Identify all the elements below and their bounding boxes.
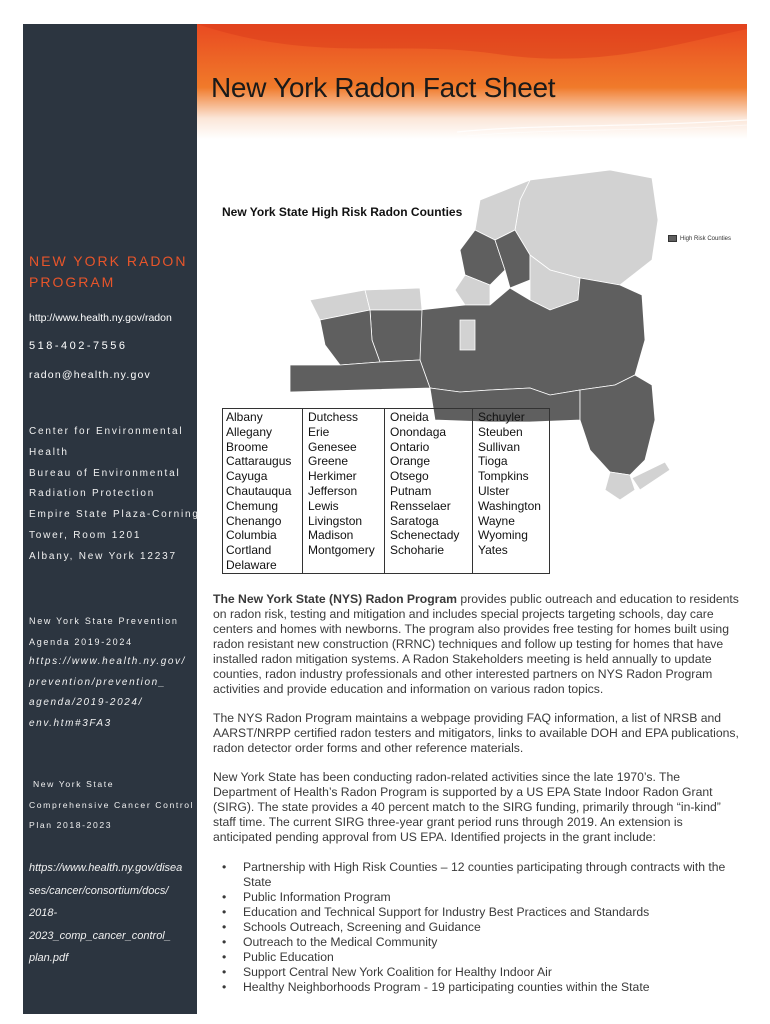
list-item — [222, 905, 747, 920]
county-name: Jefferson — [308, 483, 358, 498]
county-name: Livingston — [308, 513, 363, 528]
address-line: Empire State Plaza-Corning — [29, 509, 200, 521]
map-caption: New York State High Risk Radon Counties — [222, 205, 463, 219]
county-name: Dutchess — [308, 410, 359, 424]
map-region-orleans — [365, 288, 422, 310]
county-name: Schoharie — [390, 543, 445, 558]
program-address — [29, 422, 199, 568]
county-name: Ulster — [478, 483, 510, 498]
list-item — [222, 950, 747, 965]
county-name: Lewis — [308, 498, 339, 513]
table-divider — [384, 409, 385, 573]
list-item-text: Outreach to the Medical Community — [243, 935, 438, 949]
cancer-plan-link-line[interactable]: 2018- — [29, 907, 58, 919]
list-item — [222, 980, 747, 995]
county-name: Chenango — [226, 513, 282, 528]
county-name: Schuyler — [478, 410, 525, 424]
cancer-plan-link-line[interactable]: plan.pdf — [29, 952, 69, 964]
county-name: Onondaga — [390, 424, 447, 439]
county-name: Wayne — [478, 513, 515, 528]
county-name: Broome — [226, 439, 269, 454]
table-divider — [472, 409, 473, 573]
prevention-label: New York State Prevention — [29, 616, 179, 626]
cancer-plan-label: New York State — [33, 779, 115, 789]
county-name: Sullivan — [478, 439, 521, 454]
list-item-text: Healthy Neighborhoods Program - 19 participating counties within the State — [243, 980, 650, 994]
address-line: Tower, Room 1201 — [29, 529, 142, 541]
prevention-link[interactable]: prevention/prevention_ — [29, 676, 166, 688]
list-item — [222, 890, 747, 905]
bullet-icon: • — [222, 860, 227, 874]
county-name: Oneida — [390, 410, 429, 424]
cancer-plan-link-line[interactable]: 2023_comp_cancer_control_ — [29, 929, 171, 942]
county-name: Cattaraugus — [226, 454, 292, 469]
county-name: Tioga — [478, 454, 508, 469]
prevention-link[interactable]: https://www.health.ny.gov/ — [29, 656, 187, 668]
prevention-agenda — [29, 611, 199, 735]
map-region-hudson — [580, 375, 655, 475]
address-line: Albany, New York 12237 — [29, 550, 177, 562]
grant-paragraph: New York State has been conducting radon-related activities since the late 1970’s. The Department of Health’s Radon Program is supported by a US EPA State Indoor Radon Grant (SIRG). The state provides a 40 percent match to the SIRG funding, primarily through “in-kind” staff time. The current SIRG three-year grant period runs through 2019. An extension is anticipated pending approval from US EPA. Identified projects in the grant include: — [213, 770, 721, 844]
map-region-finger-lakes-light — [460, 320, 475, 350]
cancer-plan-label: Comprehensive Cancer Control — [29, 799, 195, 810]
program-email-link[interactable]: radon@health.ny.gov — [29, 369, 151, 381]
county-name: Yates — [478, 543, 508, 558]
address-line: Bureau of Environmental — [29, 467, 181, 479]
prevention-link[interactable]: agenda/2019-2024/ — [29, 697, 143, 709]
county-name: Tompkins — [478, 469, 529, 484]
county-name: Columbia — [226, 528, 277, 543]
program-title: NEW YORK RADON PROGRAM — [29, 253, 188, 290]
cancer-plan-label: Plan 2018-2023 — [29, 820, 113, 831]
bullet-icon: • — [222, 905, 227, 919]
bullet-icon: • — [222, 965, 227, 979]
program-website-link[interactable]: http://www.health.ny.gov/radon — [29, 312, 172, 324]
bullet-icon: • — [222, 890, 227, 904]
county-name: Chautauqua — [226, 483, 292, 498]
county-column — [478, 410, 541, 558]
county-name: Washington — [478, 498, 541, 513]
map-region-southern-tier-west — [290, 360, 430, 392]
cancer-plan-link[interactable] — [29, 857, 199, 970]
county-name: Steuben — [478, 424, 523, 439]
county-name: Delaware — [226, 557, 277, 572]
list-item — [222, 935, 747, 950]
county-name: Allegany — [226, 424, 273, 439]
map-region-nyc — [605, 472, 635, 500]
high-risk-county-table — [222, 408, 550, 574]
county-name: Ontario — [390, 439, 430, 454]
address-line: Health — [29, 446, 69, 458]
list-item-text: Public Education — [243, 950, 334, 964]
webpage-paragraph: The NYS Radon Program maintains a webpage providing FAQ information, a list of NRSB and AARST/NRPP certified radon testers and mitigators, links to available DOH and EPA publications, radon detector order forms and other reference materials. — [213, 711, 739, 755]
county-name: Rensselaer — [390, 498, 451, 513]
program-phone: 518-402-7556 — [29, 340, 128, 352]
sidebar — [23, 24, 200, 1014]
list-item-text: Partnership with High Risk Counties – 12 counties participating through contracts with the State — [243, 860, 726, 889]
county-column — [226, 410, 291, 573]
grant-projects-list — [222, 860, 747, 995]
list-item-text: Education and Technical Support for Industry Best Practices and Standards — [243, 905, 650, 919]
bullet-icon: • — [222, 935, 227, 949]
program-overview-lead: The New York State (NYS) Radon Program — [213, 592, 458, 606]
cancer-plan-link-line[interactable]: https://www.health.ny.gov/disea — [29, 862, 183, 874]
bullet-icon: • — [222, 950, 227, 964]
map-legend — [668, 235, 731, 242]
cancer-plan — [29, 774, 199, 836]
program-overview-text: provides public outreach and education to residents on radon risk, testing and mitigation and includes special projects targeting schools, day care centers and homes with newborns. The program also provides free testing for homes built using radon resistant new construction (RRNC) techniques and follow up testing for homes that have installed radon mitigation systems. A Radon Stakeholders meeting is held annually to update counties, radon industry professionals and other interested partners on NYS Radon Program activities and provide education and information on various radon topics. — [213, 592, 739, 696]
program-overview-paragraph — [213, 592, 745, 697]
county-name: Cortland — [226, 543, 272, 558]
county-name: Herkimer — [308, 469, 357, 484]
county-name: Montgomery — [308, 543, 375, 558]
map-region-genesee — [370, 310, 422, 362]
county-column — [390, 410, 459, 558]
legend-swatch — [668, 235, 677, 242]
county-name: Wyoming — [478, 528, 528, 543]
header-banner — [197, 24, 747, 139]
county-name: Schenectady — [390, 528, 460, 543]
county-name: Genesee — [308, 439, 357, 454]
list-item — [222, 920, 747, 935]
county-name: Erie — [308, 424, 330, 439]
list-item-text: Schools Outreach, Screening and Guidance — [243, 920, 481, 934]
page-title: New York Radon Fact Sheet — [211, 72, 556, 103]
county-name: Otsego — [390, 469, 429, 484]
list-item-text: Support Central New York Coalition for Healthy Indoor Air — [243, 965, 552, 979]
legend-label: High Risk Counties — [680, 235, 732, 242]
county-name: Albany — [226, 410, 263, 424]
county-name: Madison — [308, 528, 354, 543]
prevention-label: Agenda 2019-2024 — [29, 636, 133, 647]
prevention-link[interactable]: env.htm#3FA3 — [29, 717, 112, 729]
county-name: Orange — [390, 454, 431, 469]
list-item-text: Public Information Program — [243, 890, 391, 904]
table-divider — [302, 409, 303, 573]
address-line: Radiation Protection — [29, 488, 156, 500]
county-name: Cayuga — [226, 469, 268, 484]
cancer-plan-link-line[interactable]: ses/cancer/consortium/docs/ — [29, 884, 169, 897]
bullet-icon: • — [222, 920, 227, 934]
list-item — [222, 965, 747, 980]
bullet-icon: • — [222, 980, 227, 994]
county-name: Chemung — [226, 498, 279, 513]
county-name: Saratoga — [390, 513, 439, 528]
county-name: Greene — [308, 454, 349, 469]
address-line: Center for Environmental — [29, 426, 184, 437]
county-column — [308, 410, 375, 558]
county-name: Putnam — [390, 483, 432, 498]
list-item — [222, 860, 747, 890]
